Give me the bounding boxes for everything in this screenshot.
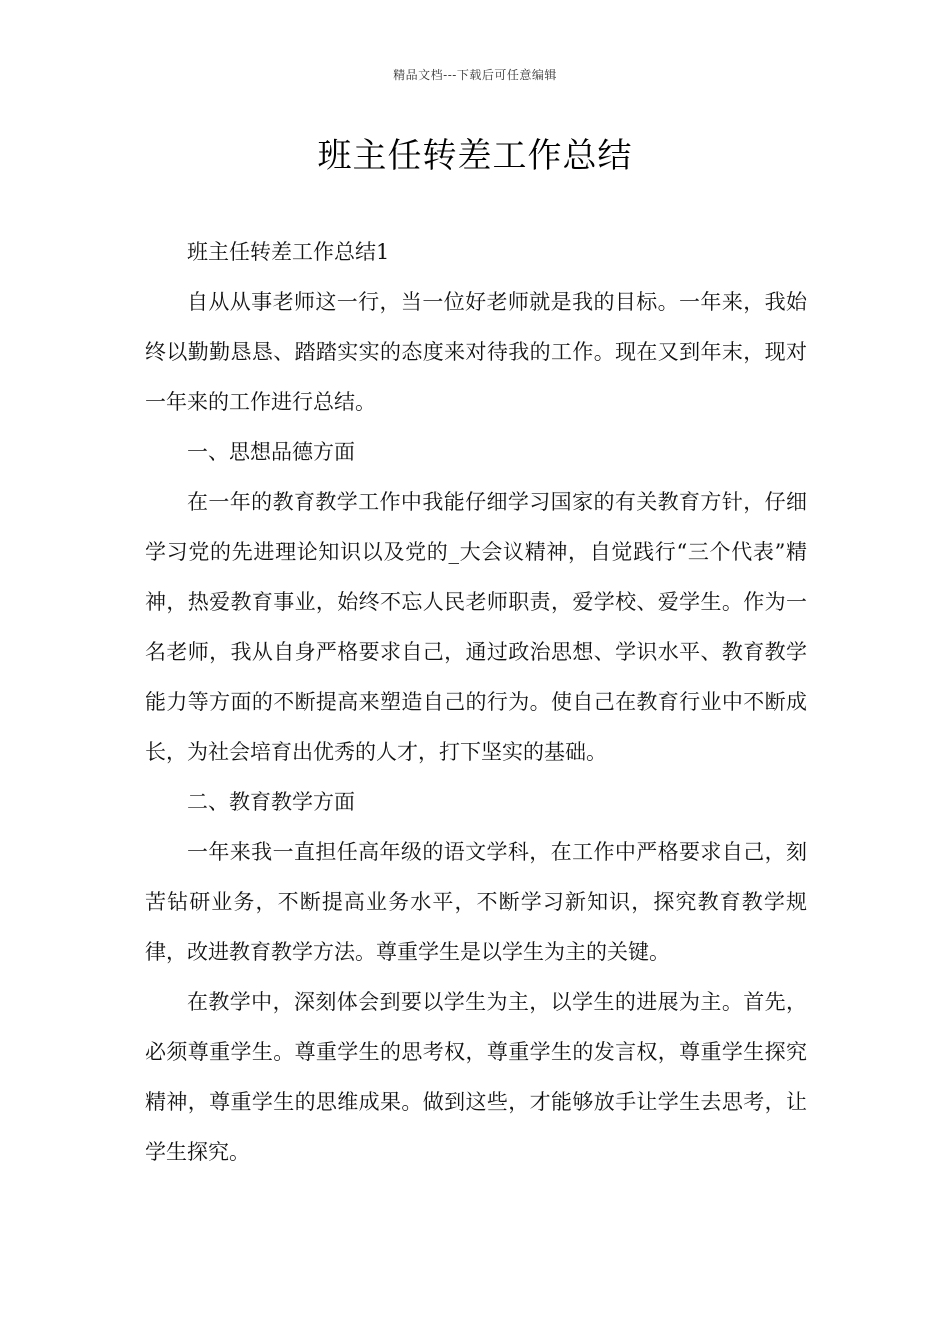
document-body [145, 227, 807, 1177]
ideology-paragraph: 在一年的教育教学工作中我能仔细学习国家的有关教育方针，仔细学习党的先进理论知识以及党的_大会议精神，自觉践行“三个代表”精神，热爱教育事业，始终不忘人民老师职责，爱学校、爱学生。作为一名老师，我从自身严格要求自己，通过政治思想、学识水平、教育教学能力等方面的不断提高来塑造自己的行为。使自己在教育行业中不断成长，为社会培育出优秀的人才，打下坚实的基础。 [145, 490, 807, 764]
page-title: 班主任转差工作总结 [317, 136, 633, 176]
intro-paragraph: 自从从事老师这一行，当一位好老师就是我的目标。一年来，我始终以勤勤恳恳、踏踏实实的态度来对待我的工作。现在又到年末，现对一年来的工作进行总结。 [145, 290, 807, 414]
section-heading-teaching: 二、教育教学方面 [187, 790, 355, 814]
section-subtitle: 班主任转差工作总结1 [187, 240, 390, 264]
section-heading-ideology: 一、思想品德方面 [187, 440, 355, 464]
teaching-paragraph: 一年来我一直担任高年级的语文学科，在工作中严格要求自己，刻苦钻研业务，不断提高业务水平，不断学习新知识，探究教育教学规律，改进教育教学方法。尊重学生是以学生为主的关键。 [145, 840, 807, 964]
header-note: 精品文档---下载后可任意编辑 [393, 68, 557, 82]
respect-students-paragraph: 在教学中，深刻体会到要以学生为主，以学生的进展为主。首先，必须尊重学生。尊重学生的思考权，尊重学生的发言权，尊重学生探究精神，尊重学生的思维成果。做到这些，才能够放手让学生去思考，让学生探究。 [145, 990, 807, 1164]
